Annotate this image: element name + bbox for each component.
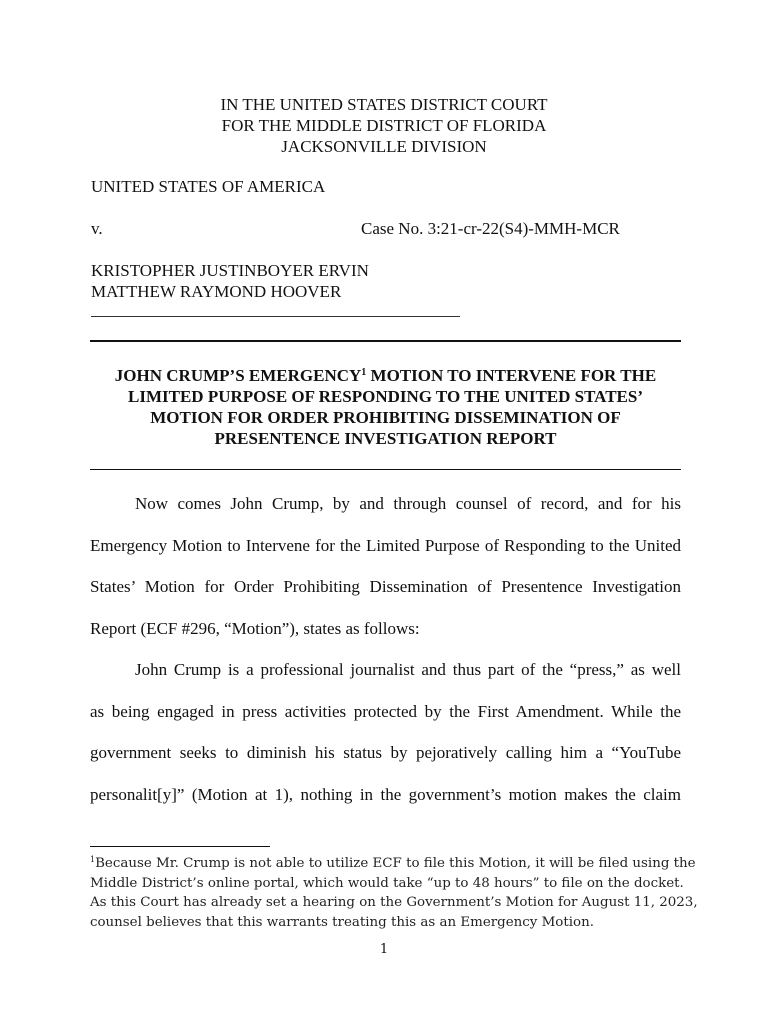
footnote-reference: 1 xyxy=(361,367,367,378)
footnote-line-3: As this Court has already set a hearing on the Government’s Motion for August 11, 2023, xyxy=(90,895,698,911)
footnote-line-2: Middle District’s online portal, which would take “up to 48 hours” to file on the docket. xyxy=(90,875,684,891)
case-number: Case No. 3:21-cr-22(S4)-MMH-MCR xyxy=(361,219,620,238)
court-header-line-3: JACKSONVILLE DIVISION xyxy=(281,137,487,156)
caption-defendant-1: KRISTOPHER JUSTINBOYER ERVIN xyxy=(91,261,369,280)
footnote-line-4: counsel believes that this warrants treating this as an Emergency Motion. xyxy=(90,914,594,930)
motion-title-line-2: LIMITED PURPOSE OF RESPONDING TO THE UNITED STATES’ xyxy=(128,387,643,406)
motion-title-line-4: PRESENTENCE INVESTIGATION REPORT xyxy=(214,429,557,448)
caption-defendant-2: MATTHEW RAYMOND HOOVER xyxy=(91,282,342,301)
caption-plaintiff: UNITED STATES OF AMERICA xyxy=(91,177,326,196)
caption-versus: v. xyxy=(91,219,103,238)
footnote-line-1 xyxy=(90,854,696,874)
motion-title-line-3: MOTION FOR ORDER PROHIBITING DISSEMINATION OF xyxy=(150,408,621,427)
footnote-line-1-text: Because Mr. Crump is not able to utilize ECF to file this Motion, it will be filed using the xyxy=(95,856,696,871)
court-header xyxy=(0,94,768,157)
body-paragraph-2-line-1: John Crump is a professional journalist and thus part of the “press,” as well xyxy=(135,660,681,679)
motion-title-line-1-start: JOHN CRUMP’S EMERGENCY xyxy=(114,366,362,385)
motion-title-line-1-end: MOTION TO INTERVENE FOR THE xyxy=(366,366,657,385)
footnote-marker: 1 xyxy=(90,855,96,864)
body-paragraph-1-line-4: Report (ECF #296, “Motion”), states as follows: xyxy=(90,619,420,638)
page-number: 1 xyxy=(379,942,389,957)
court-header-line-2: FOR THE MIDDLE DISTRICT OF FLORIDA xyxy=(221,116,547,135)
title-top-rule xyxy=(90,340,681,342)
body-paragraph-1-line-3: States’ Motion for Order Prohibiting Dissemination of Presentence Investigation xyxy=(90,577,681,596)
motion-title-line-1 xyxy=(90,365,681,386)
footnote xyxy=(90,854,698,932)
court-header-line-1: IN THE UNITED STATES DISTRICT COURT xyxy=(220,95,548,114)
body-paragraph-1-line-2: Emergency Motion to Intervene for the Limited Purpose of Responding to the United xyxy=(90,536,681,555)
footnote-separator xyxy=(90,846,270,847)
caption-underline xyxy=(91,316,460,317)
body-paragraph-2-line-2: as being engaged in press activities protected by the First Amendment. While the xyxy=(90,702,681,721)
body-paragraph-2-line-4: personalit[y]” (Motion at 1), nothing in the government’s motion makes the claim xyxy=(90,785,681,804)
motion-title xyxy=(90,365,681,449)
body-paragraph-2-line-3: government seeks to diminish his status by pejoratively calling him a “YouTube xyxy=(90,743,681,762)
title-bottom-rule xyxy=(90,469,681,470)
body-paragraph-1-line-1: Now comes John Crump, by and through counsel of record, and for his xyxy=(135,494,681,513)
